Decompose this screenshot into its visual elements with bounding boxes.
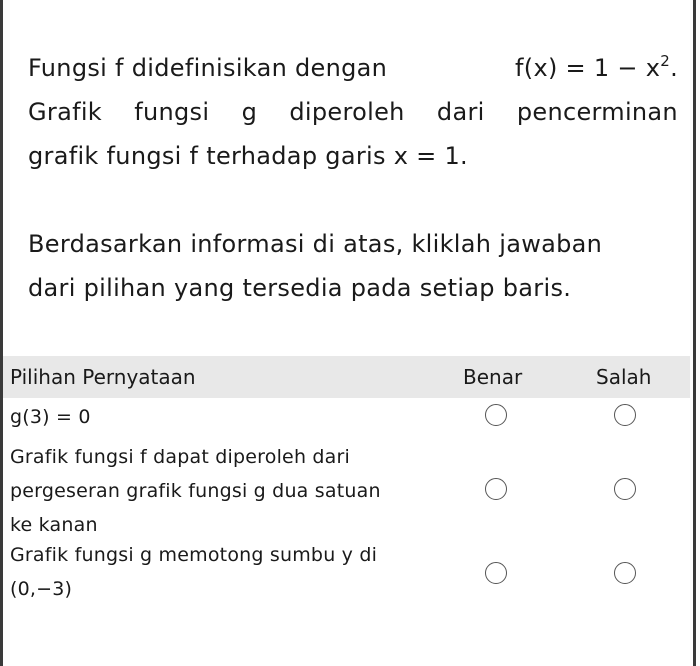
question-line-2	[28, 90, 678, 134]
statement-line: g(3) = 0	[10, 406, 91, 428]
question-text	[28, 46, 678, 310]
header-false: Salah	[596, 365, 652, 389]
instruction-line-1: Berdasarkan informasi di atas, kliklah jawaban	[28, 230, 603, 258]
statement-line: ke kanan	[10, 514, 98, 536]
instruction-line-2: dari pilihan yang tersedia pada setiap baris.	[28, 274, 572, 302]
row-2-true-radio[interactable]	[485, 478, 507, 500]
line2-word: Grafik	[28, 98, 102, 126]
answer-table	[3, 356, 690, 614]
row-3-false-radio[interactable]	[614, 562, 636, 584]
line2-word: dari	[436, 98, 485, 126]
question-line-3: grafik fungsi f terhadap garis x = 1.	[28, 142, 468, 170]
statement-line: pergeseran grafik fungsi g dua satuan	[10, 480, 381, 502]
statement-text	[10, 400, 430, 434]
header-true: Benar	[463, 365, 523, 389]
function-formula	[515, 46, 678, 90]
table-row	[3, 534, 690, 614]
line2-word: pencerminan	[516, 98, 678, 126]
header-statement: Pilihan Pernyataan	[10, 365, 196, 389]
row-3-true-radio[interactable]	[485, 562, 507, 584]
formula-exponent: 2	[660, 52, 671, 70]
table-header	[3, 356, 690, 398]
question-line-1	[28, 46, 678, 90]
statement-line: (0,−3)	[10, 578, 73, 600]
row-1-false-radio[interactable]	[614, 404, 636, 426]
formula-period: .	[670, 54, 678, 82]
table-row	[3, 398, 690, 438]
question-line-1-text: Fungsi f didefinisikan dengan	[28, 54, 388, 82]
statement-text	[10, 440, 430, 542]
line2-word: g	[241, 98, 258, 126]
row-1-true-radio[interactable]	[485, 404, 507, 426]
statement-text	[10, 538, 430, 606]
formula-base: f(x) = 1 − x	[515, 54, 661, 82]
statement-line: Grafik fungsi f dapat diperoleh dari	[10, 446, 351, 468]
line2-word: diperoleh	[289, 98, 405, 126]
statement-line: Grafik fungsi g memotong sumbu y di	[10, 544, 378, 566]
row-2-false-radio[interactable]	[614, 478, 636, 500]
table-row	[3, 438, 690, 534]
line2-word: fungsi	[134, 98, 210, 126]
